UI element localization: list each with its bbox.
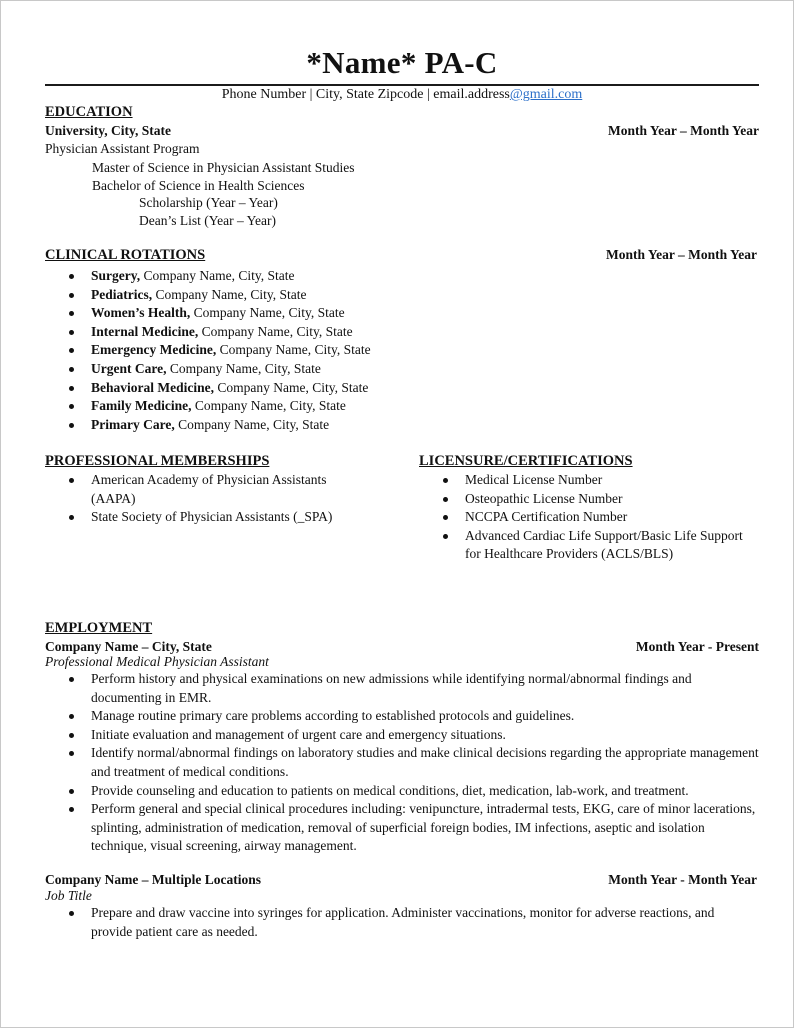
education-honor: Dean’s List (Year – Year) bbox=[139, 213, 276, 228]
rotations-list bbox=[45, 267, 545, 434]
bullet-icon bbox=[443, 534, 448, 539]
rotations-dates: Month Year – Month Year bbox=[606, 247, 757, 262]
membership-text: American Academy of Physician Assistants (AAPA) bbox=[91, 472, 327, 506]
job-duty-text: Identify normal/abnormal findings on laboratory studies and make clinical decisions regarding the appropriate management and treatment of medical conditions. bbox=[91, 745, 759, 779]
job-duty bbox=[45, 670, 759, 707]
job-duty bbox=[45, 782, 759, 801]
job-duty-text: Provide counseling and education to patients on medical conditions, diet, medication, lab-work, and treatment. bbox=[91, 782, 689, 798]
rotation-item bbox=[45, 267, 545, 286]
job-duty-text: Perform general and special clinical procedures including: venipuncture, intradermal tests, EKG, care of minor lacerations, splinting, administration of medication, removal of superficial foreign bodies, IM infections, aseptic and isolation technique, visual screening, airway management. bbox=[91, 801, 756, 854]
license-item bbox=[419, 471, 757, 490]
bullet-icon bbox=[69, 311, 74, 316]
bullet-icon bbox=[69, 478, 74, 483]
bullet-icon bbox=[69, 911, 74, 916]
rotation-specialty: Urgent Care, bbox=[91, 360, 167, 376]
rotation-detail: Company Name, City, State bbox=[152, 286, 307, 302]
job-company: Company Name – City, State bbox=[45, 639, 212, 654]
rotation-item bbox=[45, 416, 545, 435]
license-text: Medical License Number bbox=[465, 472, 603, 487]
education-degree: Master of Science in Physician Assistant Studies bbox=[92, 160, 355, 175]
rotation-item bbox=[45, 304, 545, 323]
education-degree: Bachelor of Science in Health Sciences bbox=[92, 178, 305, 193]
rotation-detail: Company Name, City, State bbox=[216, 342, 371, 358]
rotation-specialty: Internal Medicine, bbox=[91, 323, 199, 339]
rotation-detail: Company Name, City, State bbox=[191, 398, 346, 414]
bullet-icon bbox=[69, 515, 74, 520]
license-text: Osteopathic License Number bbox=[465, 490, 623, 506]
job-duty bbox=[45, 726, 759, 745]
education-honor: Scholarship (Year – Year) bbox=[139, 195, 278, 210]
rotation-item bbox=[45, 323, 545, 342]
education-program: Physician Assistant Program bbox=[45, 141, 200, 156]
bullet-icon bbox=[69, 386, 74, 391]
job-duty bbox=[45, 904, 759, 941]
membership-item bbox=[45, 471, 373, 508]
bullet-icon bbox=[69, 677, 74, 682]
license-text: NCCPA Certification Number bbox=[465, 509, 628, 525]
license-text: Advanced Cardiac Life Support/Basic Life Support for Healthcare Providers (ACLS/BLS) bbox=[465, 527, 743, 562]
rotation-specialty: Family Medicine, bbox=[91, 398, 192, 414]
bullet-icon bbox=[69, 330, 74, 335]
rotation-item bbox=[45, 397, 545, 416]
license-item bbox=[419, 508, 757, 527]
rotations-heading: CLINICAL ROTATIONS bbox=[45, 247, 206, 263]
bullet-icon bbox=[69, 807, 74, 812]
rotation-detail: Company Name, City, State bbox=[174, 416, 330, 432]
license-item bbox=[419, 490, 757, 509]
memberships-heading: PROFESSIONAL MEMBERSHIPS bbox=[45, 453, 270, 469]
rotation-specialty: Emergency Medicine, bbox=[91, 342, 217, 358]
job-duty bbox=[45, 744, 759, 781]
education-heading: EDUCATION bbox=[45, 104, 133, 120]
job-duty bbox=[45, 707, 759, 726]
rotation-specialty: Behavioral Medicine, bbox=[91, 379, 214, 395]
rotation-specialty: Pediatrics, bbox=[91, 286, 153, 302]
bullet-icon bbox=[69, 274, 74, 279]
job-duty bbox=[45, 800, 759, 856]
rotation-detail: Company Name, City, State bbox=[140, 268, 295, 283]
membership-text: State Society of Physician Assistants (_SPA) bbox=[91, 509, 333, 525]
licensure-list bbox=[419, 471, 757, 564]
job-duty-text: Perform history and physical examinations on new admissions while identifying normal/abnormal findings and documenting in EMR. bbox=[91, 671, 692, 705]
rotation-specialty: Women’s Health, bbox=[91, 305, 191, 321]
bullet-icon bbox=[443, 478, 448, 483]
rotation-item bbox=[45, 360, 545, 379]
rotation-detail: Company Name, City, State bbox=[198, 323, 353, 339]
education-school: University, City, State bbox=[45, 123, 171, 138]
license-item bbox=[419, 527, 757, 564]
rotation-detail: Company Name, City, State bbox=[213, 379, 369, 395]
bullet-icon bbox=[443, 497, 448, 502]
rotation-detail: Company Name, City, State bbox=[166, 360, 321, 376]
job-company: Company Name – Multiple Locations bbox=[45, 872, 261, 887]
bullet-icon bbox=[69, 367, 74, 372]
bullet-icon bbox=[69, 751, 74, 756]
bullet-icon bbox=[69, 733, 74, 738]
job-dates: Month Year - Month Year bbox=[608, 872, 757, 887]
rotation-item bbox=[45, 379, 545, 398]
education-dates: Month Year – Month Year bbox=[608, 123, 759, 138]
job-duty-text: Manage routine primary care problems according to established protocols and guidelines. bbox=[91, 708, 575, 724]
bullet-icon bbox=[69, 714, 74, 719]
membership-item bbox=[45, 508, 373, 527]
job-dates: Month Year - Present bbox=[635, 639, 759, 654]
bullet-icon bbox=[69, 789, 74, 794]
bullet-icon bbox=[69, 348, 74, 353]
rotation-item bbox=[45, 286, 545, 305]
job-duties-list bbox=[45, 670, 759, 856]
rotation-specialty: Primary Care, bbox=[91, 416, 175, 432]
employment-heading: EMPLOYMENT bbox=[45, 620, 153, 636]
rotation-detail: Company Name, City, State bbox=[190, 305, 345, 321]
rotation-item bbox=[45, 341, 545, 360]
contact-info: Phone Number | City, State Zipcode | email.address bbox=[221, 87, 510, 102]
email-link[interactable]: @gmail.com bbox=[509, 87, 583, 102]
job-title: Job Title bbox=[45, 888, 92, 903]
bullet-icon bbox=[69, 404, 74, 409]
job-duties-list bbox=[45, 904, 759, 941]
job-title: Professional Medical Physician Assistant bbox=[45, 654, 269, 669]
job-duty-text: Prepare and draw vaccine into syringes for application. Administer vaccinations, monitor for adverse reactions, and provide patient care as needed. bbox=[91, 905, 715, 939]
rotation-specialty: Surgery, bbox=[91, 268, 141, 283]
bullet-icon bbox=[69, 293, 74, 298]
job-duty-text: Initiate evaluation and management of urgent care and emergency situations. bbox=[91, 726, 506, 742]
memberships-list bbox=[45, 471, 373, 527]
contact-line bbox=[45, 86, 759, 103]
candidate-name: *Name* PA-C bbox=[306, 45, 498, 80]
bullet-icon bbox=[443, 515, 448, 520]
bullet-icon bbox=[69, 423, 74, 428]
licensure-heading: LICENSURE/CERTIFICATIONS bbox=[419, 453, 633, 469]
